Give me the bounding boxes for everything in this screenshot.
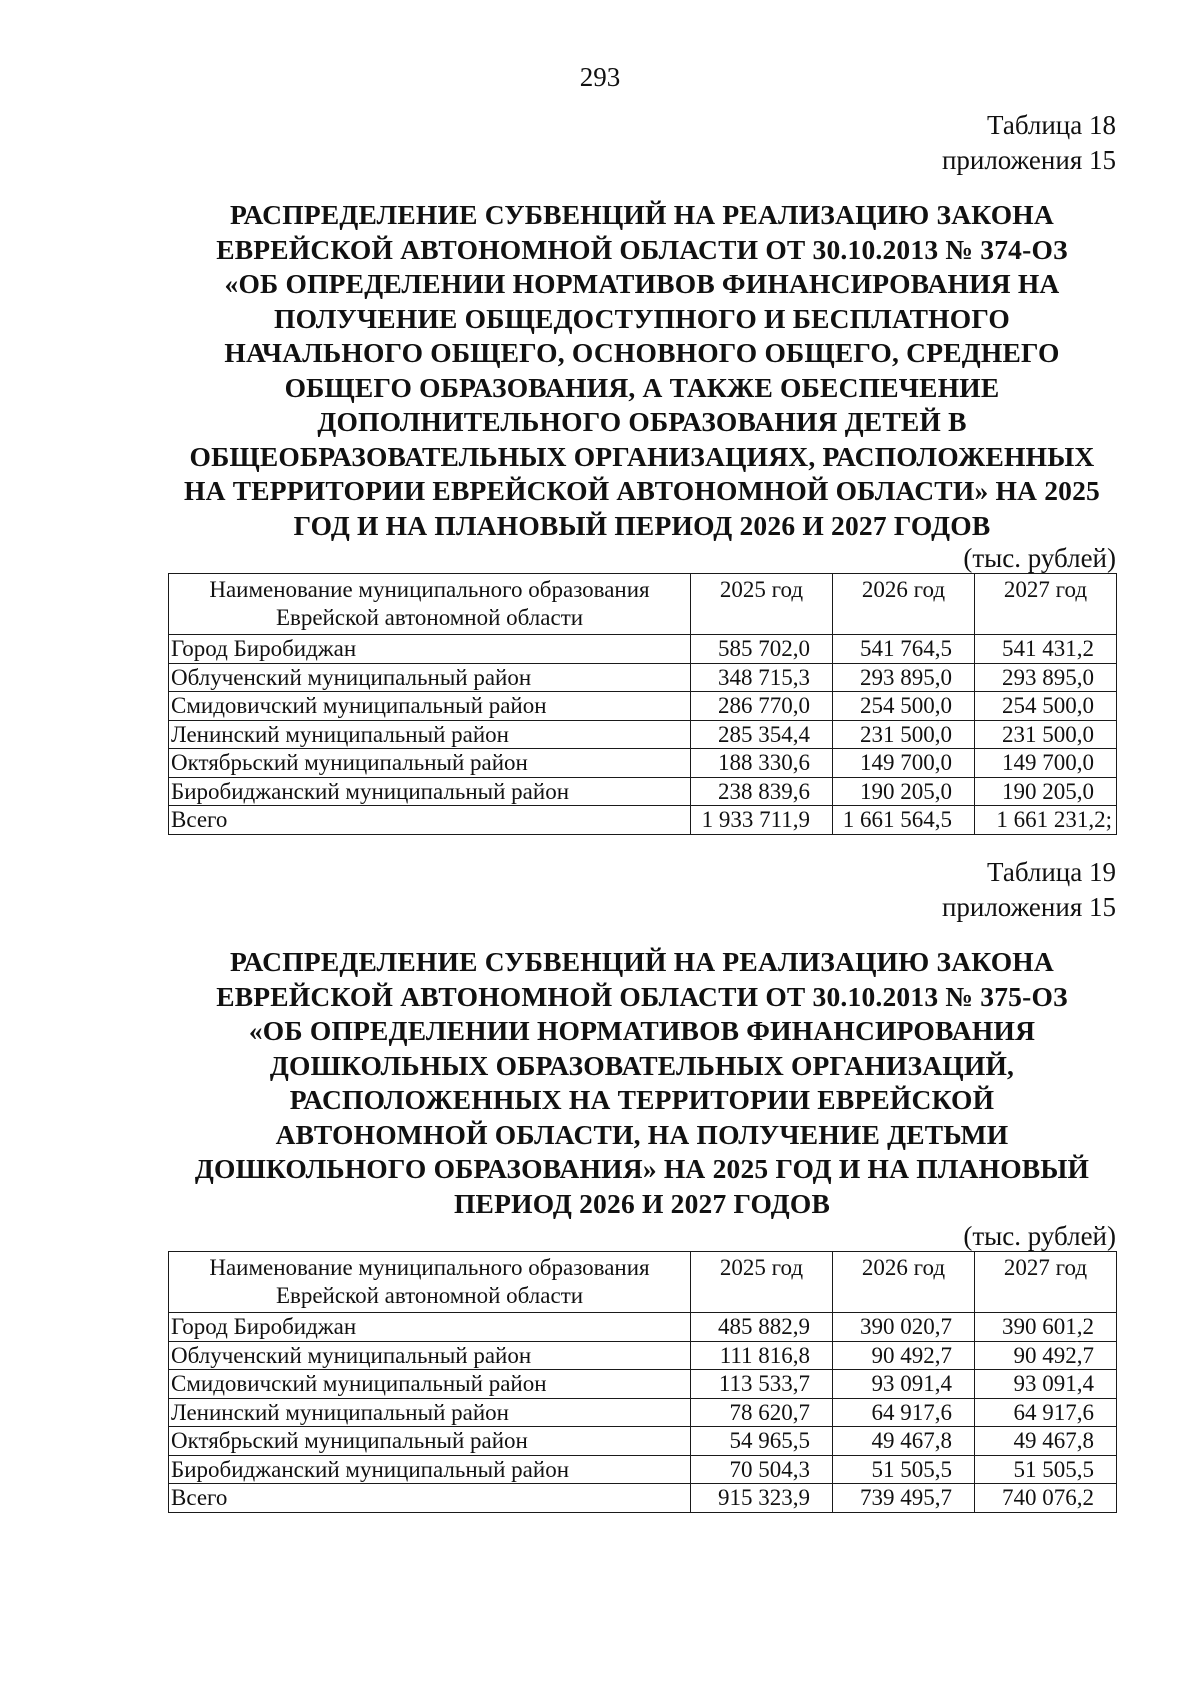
municipality-cell: Смидовичский муниципальный район: [169, 692, 691, 721]
table-reference: [168, 108, 1116, 178]
table-header-row: [169, 574, 1117, 635]
value-2026-cell: 231 500,0: [833, 720, 975, 749]
column-header-2026: 2026 год: [833, 574, 975, 635]
value-2025-cell: 188 330,6: [691, 749, 833, 778]
value-2027-cell: 293 895,0: [975, 663, 1117, 692]
table-row: [169, 749, 1117, 778]
value-2026-cell: 541 764,5: [833, 635, 975, 664]
value-2026-cell: 51 505,5: [833, 1455, 975, 1484]
units-label: (тыс. рублей): [963, 543, 1116, 573]
value-2026-cell: 190 205,0: [833, 777, 975, 806]
total-2025-cell: 915 323,9: [691, 1484, 833, 1513]
distribution-table: [168, 1251, 1117, 1513]
table-19-section: [168, 855, 1116, 1513]
table-number: Таблица 18: [987, 110, 1116, 140]
heading-line: ОБЩЕОБРАЗОВАТЕЛЬНЫХ ОРГАНИЗАЦИЯХ, РАСПОЛОЖЕННЫХ: [189, 440, 1095, 472]
appendix-reference: приложения 15: [941, 892, 1116, 922]
total-2027-cell: 740 076,2: [975, 1484, 1117, 1513]
column-header-municipality: [169, 1252, 691, 1313]
value-2025-cell: 238 839,6: [691, 777, 833, 806]
heading-line: «ОБ ОПРЕДЕЛЕНИИ НОРМАТИВОВ ФИНАНСИРОВАНИЯ: [248, 1015, 1036, 1046]
heading-line: ДОПОЛНИТЕЛЬНОГО ОБРАЗОВАНИЯ ДЕТЕЙ В: [317, 406, 967, 437]
appendix-reference: приложения 15: [941, 145, 1116, 175]
municipality-cell: Биробиджанский муниципальный район: [169, 1455, 691, 1484]
value-2027-cell: 231 500,0: [975, 720, 1117, 749]
page-number: 293: [579, 62, 621, 92]
table-row: [169, 1313, 1117, 1342]
heading-line: РАСПРЕДЕЛЕНИЕ СУБВЕНЦИЙ НА РЕАЛИЗАЦИЮ ЗАКОНА: [230, 199, 1054, 230]
table-row: [169, 720, 1117, 749]
municipality-cell: Облученский муниципальный район: [169, 663, 691, 692]
value-2027-cell: 190 205,0: [975, 777, 1117, 806]
column-header-2025: 2025 год: [691, 1252, 833, 1313]
value-2025-cell: 585 702,0: [691, 635, 833, 664]
table-header-row: [169, 1252, 1117, 1313]
municipality-cell: Октябрьский муниципальный район: [169, 1427, 691, 1456]
table-total-row: [169, 806, 1117, 835]
distribution-table: [168, 573, 1117, 835]
column-header-line: Еврейской автономной области: [275, 1283, 584, 1308]
total-2025-cell: 1 933 711,9: [691, 806, 833, 835]
heading-line: ОБЩЕГО ОБРАЗОВАНИЯ, А ТАКЖЕ ОБЕСПЕЧЕНИЕ: [284, 371, 1000, 403]
column-header-2025: 2025 год: [691, 574, 833, 635]
heading-line: НА ТЕРРИТОРИИ ЕВРЕЙСКОЙ АВТОНОМНОЙ ОБЛАСТИ» НА 2025: [183, 475, 1100, 506]
value-2027-cell: 51 505,5: [975, 1455, 1117, 1484]
units-label: (тыс. рублей): [963, 1221, 1116, 1251]
heading-line: ДОШКОЛЬНОГО ОБРАЗОВАНИЯ» НА 2025 ГОД И НА ПЛАНОВЫЙ: [194, 1153, 1090, 1184]
heading-line: АВТОНОМНОЙ ОБЛАСТИ, НА ПОЛУЧЕНИЕ ДЕТЬМИ: [275, 1118, 1009, 1150]
table-row: [169, 1341, 1117, 1370]
table-row: [169, 1370, 1117, 1399]
value-2027-cell: 541 431,2: [975, 635, 1117, 664]
value-2026-cell: 293 895,0: [833, 663, 975, 692]
table-row: [169, 692, 1117, 721]
heading-line: ПЕРИОД 2026 И 2027 ГОДОВ: [453, 1187, 831, 1219]
table-heading: [168, 198, 1116, 543]
value-2026-cell: 390 020,7: [833, 1313, 975, 1342]
municipality-cell: Смидовичский муниципальный район: [169, 1370, 691, 1399]
value-2027-cell: 254 500,0: [975, 692, 1117, 721]
table-row: [169, 635, 1117, 664]
total-label-cell: Всего: [169, 1484, 691, 1513]
heading-line: ПОЛУЧЕНИЕ ОБЩЕДОСТУПНОГО И БЕСПЛАТНОГО: [274, 302, 1010, 334]
table-number: Таблица 19: [987, 857, 1116, 887]
value-2026-cell: 149 700,0: [833, 749, 975, 778]
municipality-cell: Город Биробиджан: [169, 1313, 691, 1342]
table-18-section: [168, 108, 1116, 835]
value-2026-cell: 254 500,0: [833, 692, 975, 721]
heading-line: РАСПОЛОЖЕННЫХ НА ТЕРРИТОРИИ ЕВРЕЙСКОЙ: [289, 1084, 995, 1115]
value-2026-cell: 49 467,8: [833, 1427, 975, 1456]
value-2027-cell: 64 917,6: [975, 1398, 1117, 1427]
municipality-cell: Ленинский муниципальный район: [169, 720, 691, 749]
value-2025-cell: 285 354,4: [691, 720, 833, 749]
total-2026-cell: 739 495,7: [833, 1484, 975, 1513]
municipality-cell: Биробиджанский муниципальный район: [169, 777, 691, 806]
value-2027-cell: 49 467,8: [975, 1427, 1117, 1456]
column-header-line: Еврейской автономной области: [275, 605, 584, 630]
municipality-cell: Город Биробиджан: [169, 635, 691, 664]
value-2027-cell: 93 091,4: [975, 1370, 1117, 1399]
heading-line: ЕВРЕЙСКОЙ АВТОНОМНОЙ ОБЛАСТИ ОТ 30.10.2013 № 375-ОЗ: [216, 980, 1068, 1012]
column-header-municipality: [169, 574, 691, 635]
total-2026-cell: 1 661 564,5: [833, 806, 975, 835]
heading-line: ЕВРЕЙСКОЙ АВТОНОМНОЙ ОБЛАСТИ ОТ 30.10.2013 № 374-ОЗ: [216, 233, 1068, 265]
heading-line: ДОШКОЛЬНЫХ ОБРАЗОВАТЕЛЬНЫХ ОРГАНИЗАЦИЙ,: [269, 1049, 1015, 1081]
column-header-2027: 2027 год: [975, 574, 1117, 635]
municipality-cell: Ленинский муниципальный район: [169, 1398, 691, 1427]
table-row: [169, 1427, 1117, 1456]
value-2025-cell: 78 620,7: [691, 1398, 833, 1427]
value-2027-cell: 149 700,0: [975, 749, 1117, 778]
value-2025-cell: 485 882,9: [691, 1313, 833, 1342]
value-2025-cell: 286 770,0: [691, 692, 833, 721]
column-header-2026: 2026 год: [833, 1252, 975, 1313]
table-heading: [168, 945, 1116, 1221]
column-header-line: Наименование муниципального образования: [209, 577, 650, 602]
table-row: [169, 663, 1117, 692]
value-2026-cell: 90 492,7: [833, 1341, 975, 1370]
value-2026-cell: 93 091,4: [833, 1370, 975, 1399]
table-row: [169, 777, 1117, 806]
value-2025-cell: 70 504,3: [691, 1455, 833, 1484]
column-header-line: Наименование муниципального образования: [209, 1255, 650, 1280]
value-2027-cell: 390 601,2: [975, 1313, 1117, 1342]
heading-line: НАЧАЛЬНОГО ОБЩЕГО, ОСНОВНОГО ОБЩЕГО, СРЕДНЕГО: [224, 337, 1060, 368]
value-2025-cell: 113 533,7: [691, 1370, 833, 1399]
municipality-cell: Облученский муниципальный район: [169, 1341, 691, 1370]
column-header-2027: 2027 год: [975, 1252, 1117, 1313]
table-row: [169, 1398, 1117, 1427]
total-label-cell: Всего: [169, 806, 691, 835]
total-2027-cell: 1 661 231,2;: [975, 806, 1117, 835]
municipality-cell: Октябрьский муниципальный район: [169, 749, 691, 778]
value-2025-cell: 54 965,5: [691, 1427, 833, 1456]
value-2025-cell: 348 715,3: [691, 663, 833, 692]
table-row: [169, 1455, 1117, 1484]
heading-line: «ОБ ОПРЕДЕЛЕНИИ НОРМАТИВОВ ФИНАНСИРОВАНИЯ НА: [224, 268, 1060, 299]
value-2026-cell: 64 917,6: [833, 1398, 975, 1427]
heading-line: РАСПРЕДЕЛЕНИЕ СУБВЕНЦИЙ НА РЕАЛИЗАЦИЮ ЗАКОНА: [230, 946, 1054, 977]
value-2025-cell: 111 816,8: [691, 1341, 833, 1370]
table-reference: [168, 855, 1116, 925]
table-total-row: [169, 1484, 1117, 1513]
heading-line: ГОД И НА ПЛАНОВЫЙ ПЕРИОД 2026 И 2027 ГОДОВ: [293, 509, 991, 541]
value-2027-cell: 90 492,7: [975, 1341, 1117, 1370]
